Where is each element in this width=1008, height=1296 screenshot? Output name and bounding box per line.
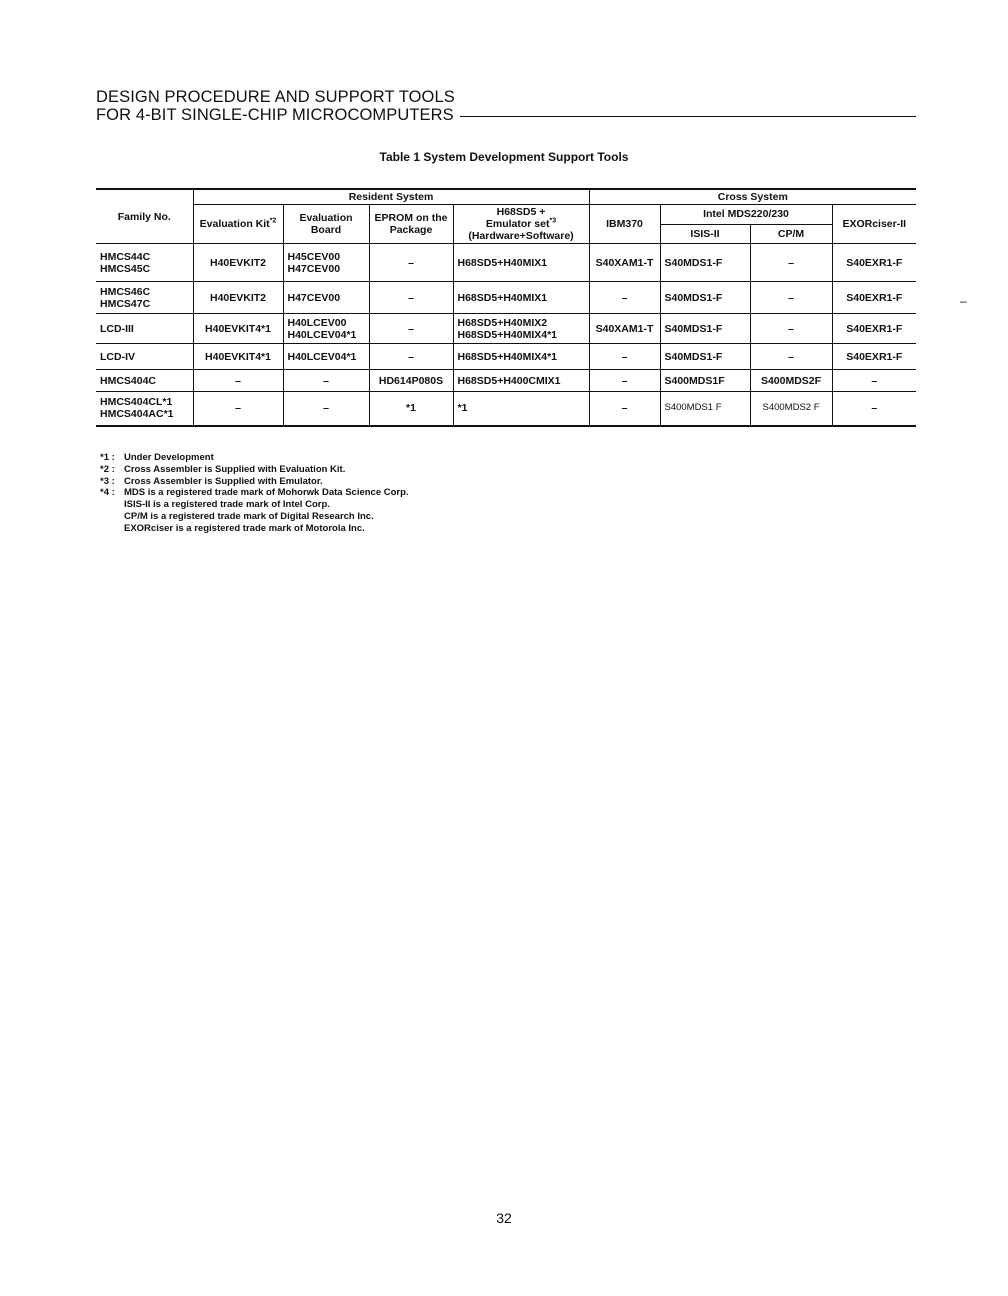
ibm-cell — [589, 244, 660, 282]
exor-header: EXORciser-II — [832, 205, 916, 244]
eval-board-cell — [283, 392, 369, 426]
exor-cell — [832, 392, 916, 426]
cpm-value: S400MDS2 F — [762, 402, 820, 414]
cpm-cell — [750, 392, 832, 426]
emulator-cell — [453, 244, 589, 282]
exor-cell — [832, 314, 916, 344]
footnote-mark: *3 : — [100, 475, 115, 487]
eprom-value: – — [408, 256, 414, 269]
isis-value: S400MDS1 F — [664, 402, 722, 414]
eprom-value: – — [408, 322, 414, 335]
table-row — [96, 370, 916, 392]
ibm-value: – — [621, 374, 628, 387]
table-row — [96, 244, 916, 282]
cpm-cell — [750, 370, 832, 392]
eval-board-value: H47CEV00 — [287, 291, 341, 304]
family-cell — [96, 370, 193, 392]
table-row — [96, 282, 916, 314]
eval-board-cell — [283, 314, 369, 344]
exor-cell — [832, 282, 916, 314]
page-header — [96, 88, 916, 124]
table-row — [96, 344, 916, 370]
eval-kit-cell — [193, 314, 283, 344]
footnote — [100, 452, 409, 464]
isis-cell — [660, 370, 750, 392]
cpm-value: – — [788, 291, 794, 304]
exor-cell — [832, 344, 916, 370]
cpm-value: – — [788, 322, 794, 335]
eval-kit-value: H40EVKIT2 — [209, 256, 267, 269]
eprom-value: *1 — [406, 402, 416, 415]
footnote-list — [100, 452, 409, 499]
family-header: Family No. — [96, 189, 193, 244]
table-title: Table 1 System Development Support Tools — [379, 150, 629, 164]
eprom-cell — [369, 392, 453, 426]
ibm-cell — [589, 392, 660, 426]
footnote-text: MDS is a registered trade mark of Mohorwk Data Science Corp. — [124, 487, 409, 499]
eval-kit-value: – — [235, 402, 241, 415]
isis-cell — [660, 244, 750, 282]
eval-kit-header: Evaluation Kit$^{*2}$ — [193, 205, 283, 244]
header-line-2-wrap — [96, 106, 916, 124]
support-tools-table — [96, 188, 916, 427]
cpm-cell — [750, 282, 832, 314]
header-rule — [460, 116, 916, 117]
emulator-cell — [453, 392, 589, 426]
eval-kit-value: H40EVKIT4*1 — [205, 322, 271, 335]
cross-header: Cross System — [589, 189, 916, 205]
header-line-1: DESIGN PROCEDURE AND SUPPORT TOOLS — [96, 88, 455, 106]
exor-value: S40EXR1-F — [846, 322, 903, 335]
eval-board-cell — [283, 244, 369, 282]
eval-board-value: – — [323, 374, 329, 387]
cpm-cell — [750, 344, 832, 370]
footnote-text: Cross Assembler is Supplied with Emulator. — [124, 475, 323, 487]
family-cell — [96, 282, 193, 314]
header-line-2: FOR 4-BIT SINGLE-CHIP MICROCOMPUTERS — [96, 106, 454, 124]
eval-kit-cell — [193, 244, 283, 282]
emulator-value: H68SD5+H40MIX2 — [457, 316, 548, 329]
cpm-value: S400MDS2F — [760, 374, 822, 387]
ibm-value: – — [621, 350, 628, 363]
eval-board-value: H40LCEV00 — [287, 316, 347, 329]
eval-board-header: Evaluation Board — [283, 205, 369, 244]
isis-cell — [660, 344, 750, 370]
emulator-cell — [453, 370, 589, 392]
family-value: HMCS404CL*1 — [100, 396, 173, 409]
eval-board-value: – — [323, 402, 329, 415]
eval-kit-value: H40EVKIT4*1 — [205, 350, 271, 363]
eval-kit-value: H40EVKIT2 — [209, 291, 267, 304]
intel-header: Intel MDS220/230 — [660, 205, 832, 225]
family-value: HMCS47C — [100, 297, 151, 310]
eval-kit-cell — [193, 344, 283, 370]
resident-header: Resident System — [193, 189, 589, 205]
emulator-value: H68SD5+H400CMIX1 — [457, 374, 561, 387]
exor-value: S40EXR1-F — [846, 291, 903, 304]
footnote — [100, 476, 409, 488]
eprom-header: EPROM on the Package — [369, 205, 453, 244]
table-body — [96, 244, 916, 426]
cpm-value: – — [788, 350, 794, 363]
eprom-cell — [369, 344, 453, 370]
footnote — [100, 487, 409, 499]
family-cell — [96, 244, 193, 282]
isis-value: S400MDS1F — [664, 374, 725, 387]
exor-cell — [832, 370, 916, 392]
exor-cell — [832, 244, 916, 282]
footnote-mark: *4 : — [100, 487, 115, 499]
family-value: HMCS404C — [100, 374, 157, 387]
ibm-cell — [589, 314, 660, 344]
trademark-note: EXORciser is a registered trade mark of Motorola Inc. — [124, 522, 365, 534]
isis-value: S40MDS1-F — [664, 291, 723, 304]
footnote-mark: *1 : — [100, 452, 115, 463]
emulator-header: H68SD5 + Emulator set$^{*3}$ (Hardware+Software) — [453, 205, 589, 244]
eprom-value: – — [408, 350, 414, 363]
eval-board-value: H40LCEV04*1 — [287, 328, 357, 341]
isis-value: S40MDS1-F — [664, 350, 723, 363]
isis-value: S40MDS1-F — [664, 256, 723, 269]
emulator-value: *1 — [457, 402, 468, 415]
footnote-text: Cross Assembler is Supplied with Evaluation Kit. — [124, 463, 346, 475]
ibm-header: IBM370 — [589, 205, 660, 244]
eprom-cell — [369, 314, 453, 344]
cpm-value: – — [788, 256, 794, 269]
eprom-value: HD614P080S — [378, 374, 444, 387]
isis-value: S40MDS1-F — [664, 322, 723, 335]
emulator-cell — [453, 344, 589, 370]
family-value: LCD-IV — [100, 350, 135, 363]
page-number: 32 — [496, 1210, 512, 1226]
emulator-value: H68SD5+H40MIX1 — [457, 256, 548, 269]
eval-board-cell — [283, 370, 369, 392]
emulator-value: H68SD5+H40MIX4*1 — [457, 328, 558, 341]
emulator-cell — [453, 314, 589, 344]
family-cell — [96, 344, 193, 370]
footnotes — [100, 452, 409, 535]
family-value: HMCS45C — [100, 262, 151, 275]
ibm-cell — [589, 370, 660, 392]
ibm-cell — [589, 282, 660, 314]
table-row — [96, 392, 916, 426]
eval-board-cell — [283, 344, 369, 370]
ibm-cell — [589, 344, 660, 370]
eval-board-value: H40LCEV04*1 — [287, 350, 357, 363]
exor-value: S40EXR1-F — [846, 350, 903, 363]
eprom-value: – — [408, 291, 414, 304]
family-cell — [96, 392, 193, 426]
table-row — [96, 314, 916, 344]
footnote — [100, 464, 409, 476]
cpm-cell — [750, 244, 832, 282]
isis-header: ISIS-II — [660, 224, 750, 244]
emulator-cell — [453, 282, 589, 314]
exor-value: – — [871, 402, 878, 415]
isis-cell — [660, 282, 750, 314]
emulator-value: H68SD5+H40MIX1 — [457, 291, 548, 304]
ibm-value: S40XAM1-T — [595, 256, 654, 269]
isis-cell — [660, 314, 750, 344]
eval-board-cell — [283, 282, 369, 314]
footnote-trademarks — [100, 499, 409, 534]
emulator-value: H68SD5+H40MIX4*1 — [457, 350, 558, 363]
family-value: HMCS404AC*1 — [100, 408, 174, 421]
footnote-mark: *2 : — [100, 463, 115, 475]
ibm-value: – — [621, 291, 628, 304]
eval-board-value: H47CEV00 — [287, 262, 341, 275]
cpm-cell — [750, 314, 832, 344]
isis-cell — [660, 392, 750, 426]
eval-kit-cell — [193, 282, 283, 314]
family-value: LCD-III — [100, 322, 134, 335]
ibm-value: S40XAM1-T — [595, 322, 654, 335]
trademark-note: CP/M is a registered trade mark of Digital Research Inc. — [124, 510, 374, 522]
eval-kit-cell — [193, 392, 283, 426]
family-cell — [96, 314, 193, 344]
eprom-cell — [369, 370, 453, 392]
eval-board-value: H45CEV00 — [287, 250, 341, 263]
ibm-value: – — [621, 402, 628, 415]
eval-kit-cell — [193, 370, 283, 392]
eprom-cell — [369, 282, 453, 314]
eprom-cell — [369, 244, 453, 282]
family-value: HMCS44C — [100, 250, 151, 263]
exor-value: – — [871, 374, 878, 387]
header-row-2 — [96, 205, 916, 225]
family-value: HMCS46C — [100, 285, 151, 298]
header-row-1 — [96, 189, 916, 205]
eval-kit-value: – — [235, 374, 241, 387]
footnote-text: Under Development — [124, 452, 214, 463]
trademark-note: ISIS-II is a registered trade mark of Intel Corp. — [124, 499, 330, 511]
cpm-header: CP/M — [750, 224, 832, 244]
exor-value: S40EXR1-F — [846, 256, 903, 269]
margin-mark: – — [960, 294, 967, 308]
